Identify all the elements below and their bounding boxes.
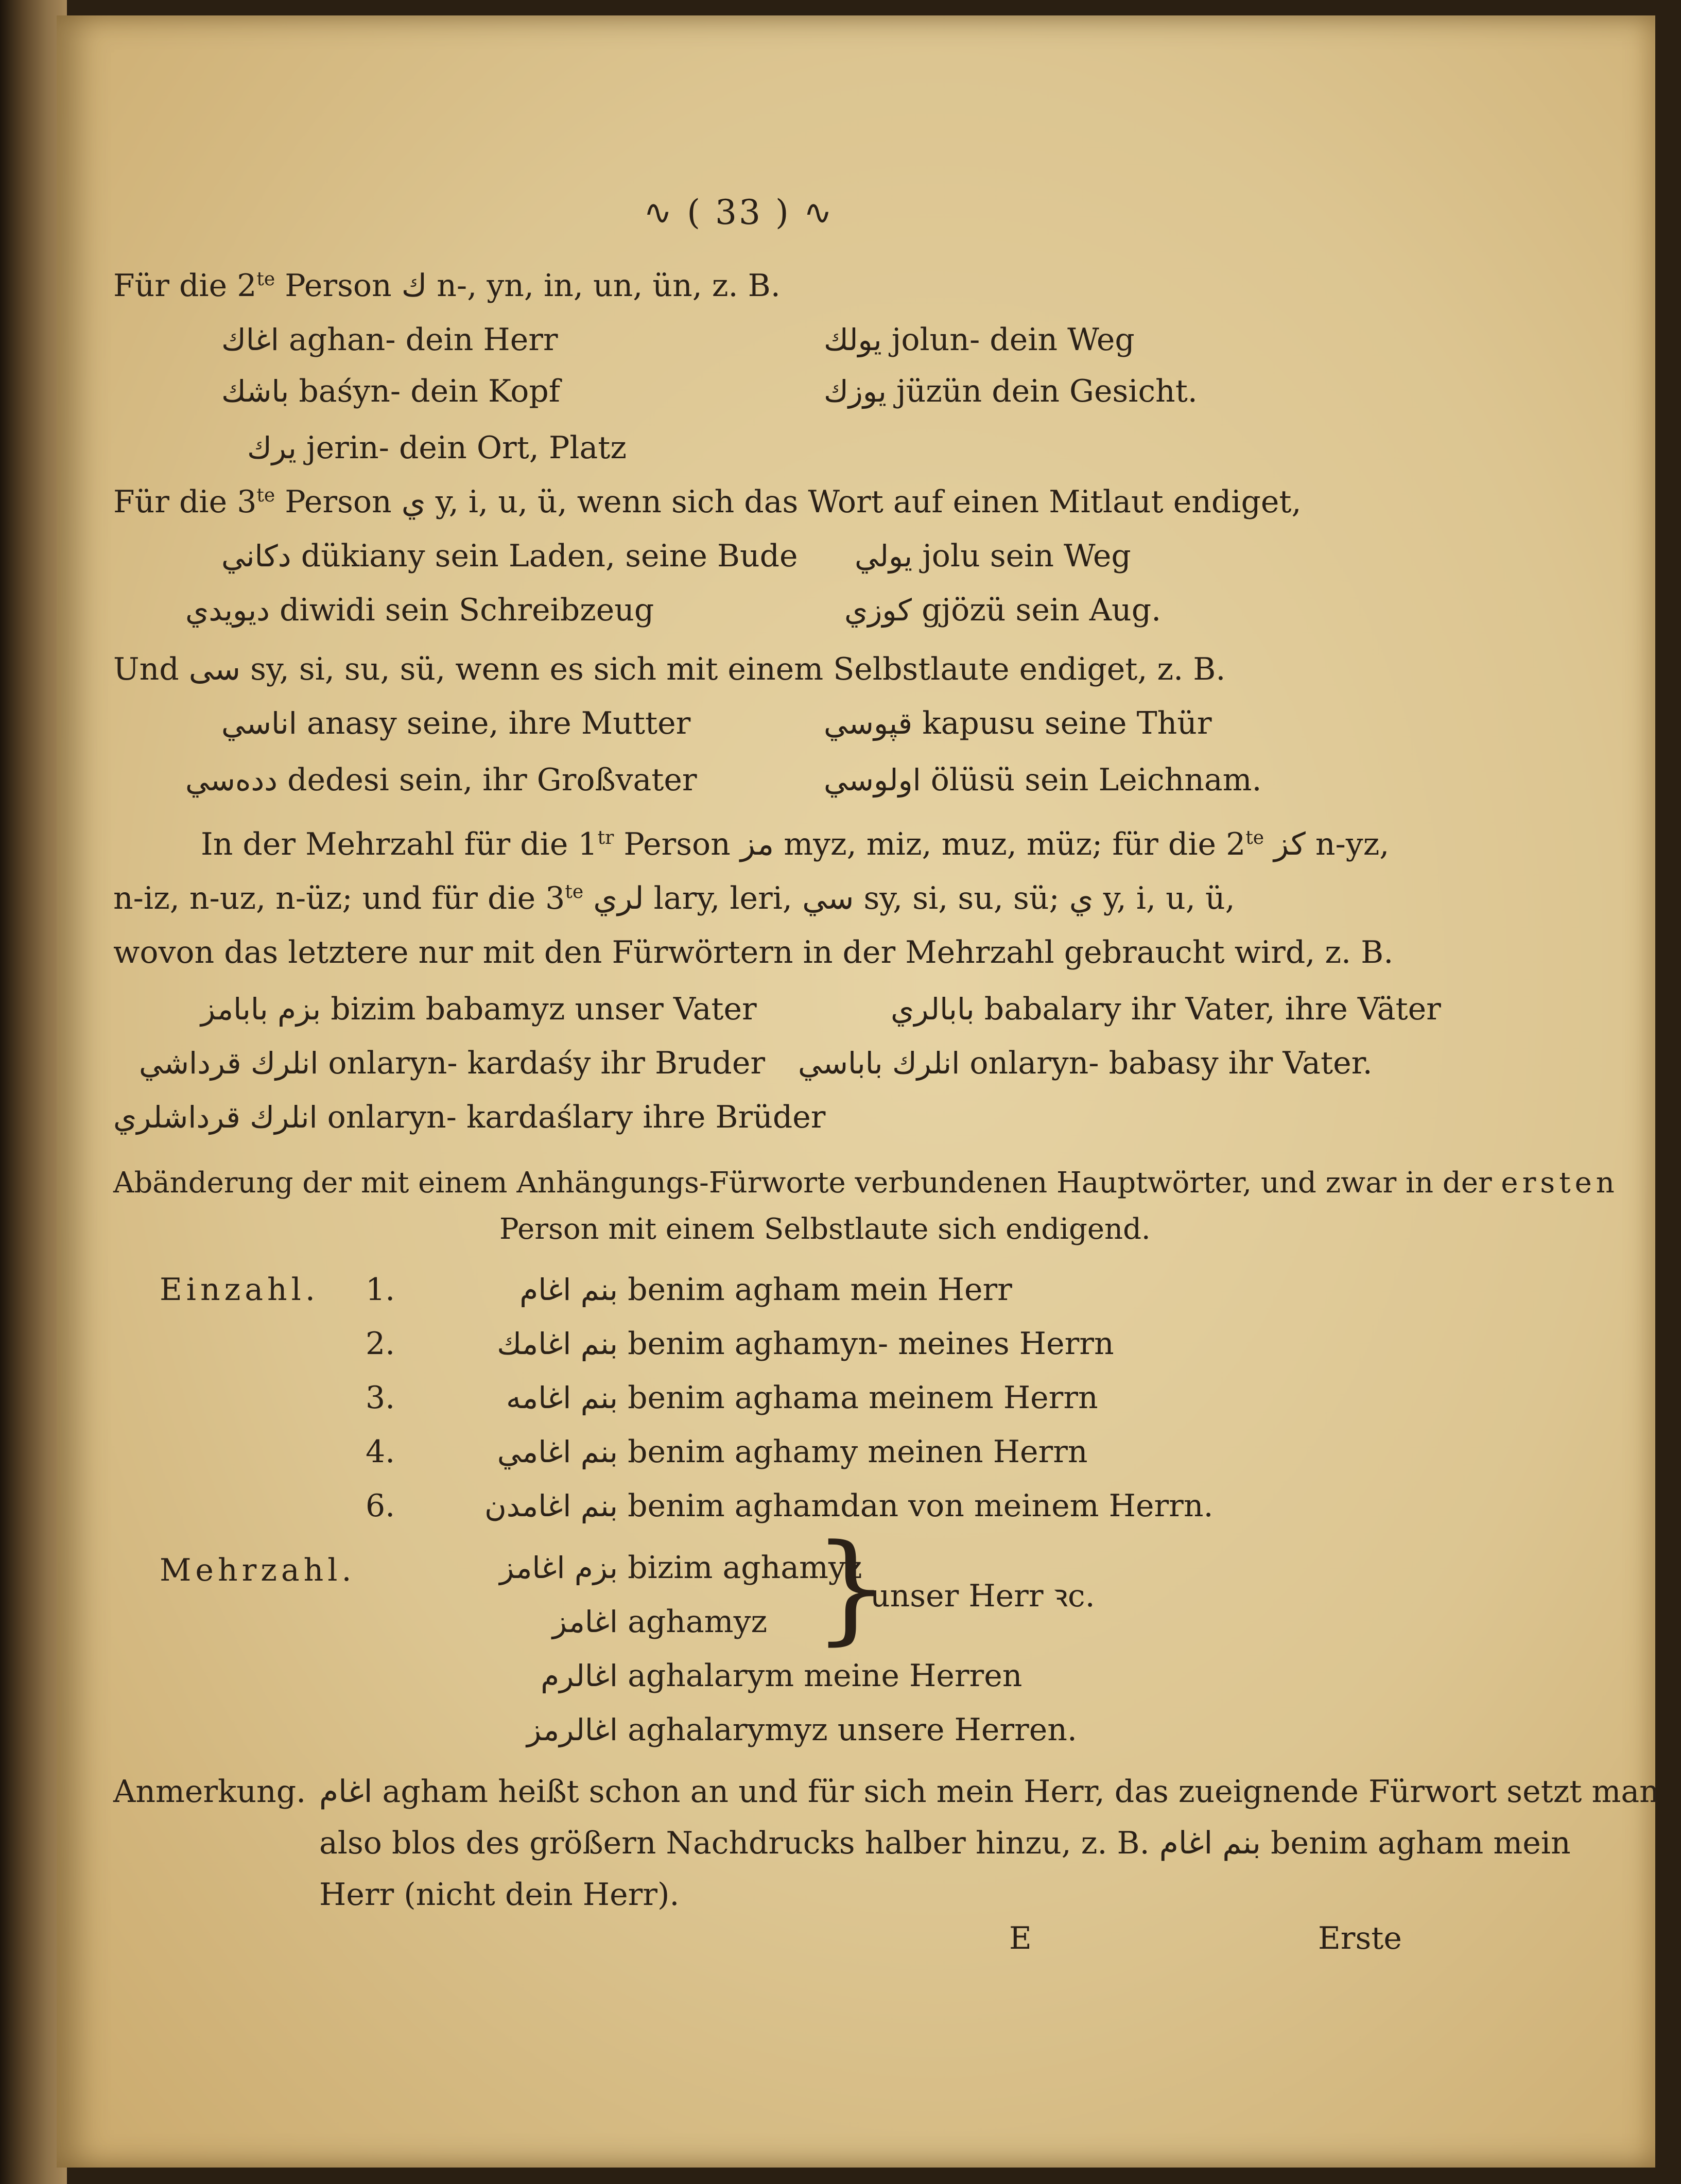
plural-line2-a: n-iz, n-uz, n-üz; und für die 3 bbox=[113, 880, 565, 916]
example-item bbox=[824, 322, 1135, 358]
example-text: anasy seine, ihre Mutter bbox=[306, 705, 691, 741]
catchword: Erste bbox=[1318, 1920, 1402, 1956]
example-item bbox=[247, 430, 627, 466]
example-text: ölüsü sein Leichnam. bbox=[930, 762, 1262, 798]
third-person-intro-sup: te bbox=[256, 485, 275, 506]
declension-row bbox=[366, 1380, 1098, 1416]
example-item bbox=[855, 538, 1131, 574]
example-item bbox=[824, 705, 1212, 741]
declension-row bbox=[366, 1326, 1114, 1362]
book-page bbox=[57, 15, 1659, 2168]
arabic-script: بنم اغامي bbox=[497, 1434, 618, 1469]
plural-line1-b: Person مز myz, miz, muz, müz; für die 2 bbox=[614, 826, 1246, 862]
plural-paragraph-line-3: wovon das letztere nur mit den Fürwörtern in der Mehrzahl gebraucht wird, z. B. bbox=[113, 934, 1394, 970]
example-text: babalary ihr Vater, ihre Väter bbox=[984, 991, 1441, 1027]
example-item bbox=[798, 1045, 1373, 1081]
example-text: jerin- dein Ort, Platz bbox=[306, 430, 627, 466]
arabic-script: بابالري bbox=[891, 992, 975, 1027]
example-text: diwidi sein Schreibzeug bbox=[280, 592, 654, 628]
example-text: kapusu seine Thür bbox=[922, 705, 1212, 741]
arabic-script: بزم بابامز bbox=[201, 992, 321, 1027]
example-text: bizim babamyz unser Vater bbox=[331, 991, 757, 1027]
declension-row bbox=[366, 1272, 1012, 1308]
case-number: 4. bbox=[366, 1434, 395, 1470]
plural-label: Mehrzahl. bbox=[160, 1552, 356, 1588]
arabic-script: انلرك باباسي bbox=[798, 1046, 960, 1081]
arabic-script: بنم اغامك bbox=[497, 1326, 618, 1361]
declension-row bbox=[453, 1712, 1077, 1748]
declension-text: aghamyz bbox=[628, 1604, 768, 1640]
second-person-intro-a: Für die 2 bbox=[113, 268, 257, 304]
declension-text: benim aghamdan von meinem Herrn. bbox=[628, 1488, 1214, 1524]
plural-paragraph-line-1 bbox=[201, 826, 1390, 862]
example-text: aghan- dein Herr bbox=[289, 322, 558, 358]
case-number: 1. bbox=[366, 1272, 395, 1308]
declension-text: benim aghama meinem Herrn bbox=[628, 1380, 1098, 1416]
arabic-script: بزم اغامز bbox=[499, 1550, 618, 1585]
plural-paragraph-line-2 bbox=[113, 880, 1235, 916]
note-label: Anmerkung. bbox=[113, 1774, 306, 1810]
declension-text: bizim aghamyz bbox=[628, 1550, 862, 1586]
example-text: onlaryn- babasy ihr Vater. bbox=[969, 1045, 1373, 1081]
example-item bbox=[844, 592, 1162, 628]
example-text: onlaryn- kardaśy ihr Bruder bbox=[328, 1045, 766, 1081]
example-text: onlaryn- kardaślary ihre Brüder bbox=[327, 1099, 826, 1135]
arabic-script: اغالرم bbox=[541, 1658, 618, 1693]
arabic-script: اولوسي bbox=[824, 762, 921, 798]
arabic-script: ددەسي bbox=[185, 762, 278, 798]
plural-line1-a: In der Mehrzahl für die 1 bbox=[201, 826, 598, 862]
third-person-intro-b: Person ي y, i, u, ü, wenn sich das Wort auf einen Mitlaut endiget, bbox=[275, 484, 1302, 520]
arabic-script: بنم اغامه bbox=[506, 1380, 618, 1415]
plural-line2-sup: te bbox=[565, 881, 584, 903]
note-line-2: also blos des größern Nachdrucks halber hinzu, z. B. بنم اغام benim agham mein bbox=[319, 1825, 1571, 1861]
declension-text: benim aghamyn- meines Herrn bbox=[628, 1326, 1114, 1362]
section-heading-line-2: Person mit einem Selbstlaute sich endigend. bbox=[499, 1212, 1151, 1246]
vowel-ending-intro: Und سى sy, si, su, sü, wenn es sich mit einem Selbstlaute endiget, z. B. bbox=[113, 651, 1226, 687]
declension-row bbox=[366, 1434, 1088, 1470]
arabic-script: اناسي bbox=[221, 706, 297, 741]
signature-mark: E bbox=[1009, 1920, 1032, 1956]
declension-row bbox=[366, 1488, 1214, 1524]
example-item bbox=[139, 1045, 766, 1081]
third-person-intro bbox=[113, 484, 1302, 520]
example-text: dedesi sein, ihr Großvater bbox=[287, 762, 697, 798]
example-text: jüzün dein Gesicht. bbox=[896, 373, 1198, 409]
arabic-script: اغامز bbox=[552, 1604, 618, 1639]
plural-line1-c: كز n-yz, bbox=[1264, 826, 1390, 862]
arabic-script: دكاني bbox=[221, 539, 291, 574]
section-heading-spaced: ersten bbox=[1501, 1166, 1619, 1200]
page-number-header: ∿ ( 33 ) ∿ bbox=[644, 193, 834, 232]
example-item bbox=[221, 538, 798, 574]
note-line-3: Herr (nicht dein Herr). bbox=[319, 1877, 680, 1913]
note-line-1: اغام agham heißt schon an und für sich mein Herr, das zueignende Fürwort setzt man bbox=[319, 1774, 1659, 1810]
example-text: jolun- dein Weg bbox=[891, 322, 1135, 358]
arabic-script: يولك bbox=[824, 322, 882, 357]
arabic-script: باشك bbox=[221, 374, 289, 409]
example-item bbox=[221, 373, 561, 409]
arabic-script: كوزي bbox=[844, 593, 912, 628]
example-item bbox=[221, 322, 558, 358]
declension-row bbox=[453, 1658, 1023, 1694]
plural-line2-b: لري lary, leri, سي sy, si, su, sü; ي y, i, u, ü, bbox=[583, 880, 1235, 916]
arabic-script: بنم اغام bbox=[519, 1272, 618, 1307]
example-item bbox=[113, 1099, 826, 1135]
declension-row bbox=[453, 1604, 768, 1640]
example-text: dükiany sein Laden, seine Bude bbox=[301, 538, 798, 574]
example-item bbox=[891, 991, 1441, 1027]
declension-row bbox=[453, 1550, 862, 1586]
singular-label: Einzahl. bbox=[160, 1272, 319, 1308]
case-number: 3. bbox=[366, 1380, 395, 1416]
arabic-script: قپوسي bbox=[824, 706, 913, 741]
declension-text: benim agham mein Herr bbox=[628, 1272, 1012, 1308]
arabic-script: يوزك bbox=[824, 374, 887, 409]
arabic-script: اغاك bbox=[221, 322, 279, 357]
second-person-intro bbox=[113, 268, 781, 304]
arabic-script: اغالرمز bbox=[527, 1712, 618, 1747]
example-item bbox=[201, 991, 757, 1027]
brace-annotation: unser Herr ꝛc. bbox=[870, 1578, 1095, 1614]
case-number: 6. bbox=[366, 1488, 395, 1524]
example-item bbox=[221, 705, 691, 741]
case-number: 2. bbox=[366, 1326, 395, 1362]
second-person-intro-b: Person ك n-, yn, in, un, ün, z. B. bbox=[275, 268, 781, 304]
example-item bbox=[824, 762, 1262, 798]
grouping-brace: } bbox=[813, 1519, 889, 1657]
arabic-script: ديويدي bbox=[185, 593, 270, 628]
example-item bbox=[185, 592, 654, 628]
declension-text: aghalarym meine Herren bbox=[628, 1658, 1023, 1694]
second-person-intro-sup: te bbox=[256, 269, 275, 290]
arabic-script: يرك bbox=[247, 430, 297, 465]
plural-line1-sup1: tr bbox=[597, 827, 614, 848]
example-text: baśyn- dein Kopf bbox=[299, 373, 561, 409]
arabic-script: انلرك قرداشي bbox=[139, 1046, 319, 1081]
arabic-script: بنم اغامدن bbox=[484, 1488, 618, 1523]
example-item bbox=[824, 373, 1198, 409]
example-text: jolu sein Weg bbox=[922, 538, 1131, 574]
arabic-script: انلرك قرداشلري bbox=[113, 1100, 318, 1135]
third-person-intro-a: Für die 3 bbox=[113, 484, 257, 520]
section-heading-a: Abänderung der mit einem Anhängungs-Fürworte verbundenen Hauptwörter, und zwar in der bbox=[113, 1166, 1501, 1200]
arabic-script: يولي bbox=[855, 539, 913, 574]
declension-text: benim aghamy meinen Herrn bbox=[628, 1434, 1088, 1470]
example-item bbox=[185, 762, 697, 798]
example-text: gjözü sein Aug. bbox=[922, 592, 1162, 628]
plural-line1-sup2: te bbox=[1245, 827, 1264, 848]
declension-text: aghalarymyz unsere Herren. bbox=[628, 1712, 1077, 1748]
section-heading-line-1 bbox=[113, 1166, 1619, 1200]
